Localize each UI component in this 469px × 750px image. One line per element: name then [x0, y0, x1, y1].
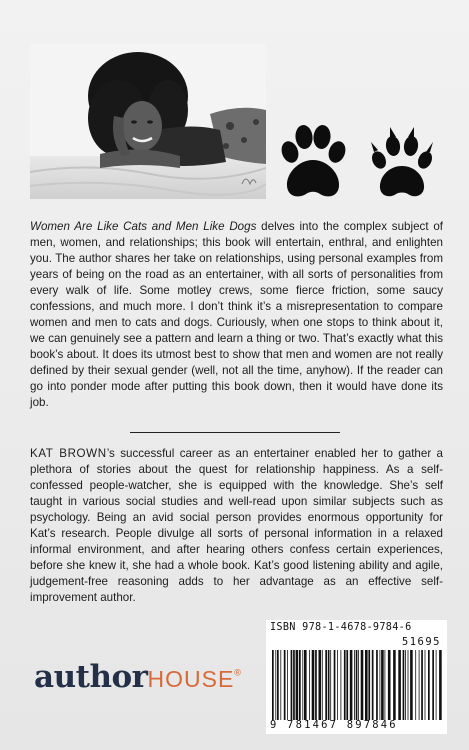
ean-number: 9 781467 897846: [270, 719, 398, 731]
author-bio-text: ’s successful career as an entertainer enabled her to gather a plethora of stories about the quest for relationship happiness. As a self-confessed people-watcher, she is equipped with the knowledge. She’s self taught in various social studies and well-read upon similar subjects such as psychology. Being an avid social person provides enormous opportunity for Kat’s research. People divulge all sorts of personal information in a relaxed informal environment, and after hearing others confess certain experiences, before she knew it, she had a whole book. Kat’s good listening ability and agile, judgement-free reasoning adds to her advantage as an effective self-improvement author.: [30, 447, 443, 604]
barcode-bar: [421, 650, 423, 720]
barcode-bar: [393, 650, 396, 720]
barcode-bars: [270, 650, 444, 720]
barcode-bar: [415, 650, 416, 720]
barcode-bar: [432, 650, 434, 720]
barcode-bar: [388, 650, 391, 720]
barcode-bar: [428, 650, 430, 720]
barcode-bar: [344, 650, 346, 720]
barcode-bar: [368, 650, 370, 720]
author-photo-illustration: [30, 44, 266, 199]
barcode-bar: [334, 650, 336, 720]
barcode-bar: [385, 650, 386, 720]
cat-paw-icon: [276, 124, 350, 202]
barcode-bar: [403, 650, 405, 720]
barcode-bar: [380, 650, 381, 720]
author-bio: [30, 446, 443, 606]
barcode-bar: [350, 650, 353, 720]
barcode-bar: [315, 650, 317, 720]
barcode-bar: [330, 650, 331, 720]
barcode-bar: [408, 650, 409, 720]
isbn-text: ISBN 978-1-4678-9784-6: [270, 622, 412, 633]
barcode-bar: [419, 650, 420, 720]
barcode-bar: [275, 650, 276, 720]
barcode-bar: [372, 650, 374, 720]
barcode-bar: [405, 650, 406, 720]
barcode-bar: [291, 650, 293, 720]
barcode-bar: [325, 650, 327, 720]
barcode-bar: [277, 650, 279, 720]
barcode-bar: [341, 650, 342, 720]
publisher-logo: authorHOUSE®: [34, 659, 241, 695]
author-photo: [30, 44, 266, 199]
barcode-bar: [322, 650, 323, 720]
barcode-bar: [299, 650, 301, 720]
barcode-bar: [356, 650, 358, 720]
barcode-bar: [287, 650, 288, 720]
barcode-bar: [381, 650, 384, 720]
barcode-bar: [309, 650, 310, 720]
barcode-bar: [365, 650, 368, 720]
barcode-bar: [337, 650, 338, 720]
barcode-bar: [410, 650, 413, 720]
author-name: KAT BROWN: [30, 447, 107, 460]
barcode-bar: [361, 650, 364, 720]
barcode-bar: [436, 650, 437, 720]
barcode-bar: [398, 650, 401, 720]
barcode-bar: [354, 650, 355, 720]
book-title: Women Are Like Cats and Men Like Dogs: [30, 220, 257, 233]
book-description: [30, 219, 443, 411]
barcode-bar: [312, 650, 315, 720]
barcode-bar: [293, 650, 295, 720]
barcode-bar: [272, 650, 274, 720]
barcode-bar: [280, 650, 281, 720]
barcode-bar: [296, 650, 299, 720]
barcode-bar: [439, 650, 442, 720]
dog-paw-icon: [368, 126, 436, 200]
book-description-text: delves into the complex subject of men, women, and relationships; this book will entertain, enthral, and enlighten you. The author shares her take on relationships, using personal examples from years of being on the road as an entertainer, with all sorts of personalities from every walk of life. Some motley crews, some fierce friction, some saucy confessions, and much more. I don’t think it’s a misrepresentation to compare women and men to cats and dogs. Curiously, when one stops to think about it, we can genuinely see a pattern and learn a thing or two. That’s exactly what this book’s about. It does its utmost best to show that men and women are not really defined by their sexual gender (well, not all the time, anyhow). If the reader can go into ponder mode after putting this book down, then it would have done its job.: [30, 220, 443, 409]
barcode-bar: [302, 650, 303, 720]
price-code: 51695: [401, 636, 441, 648]
barcode-bar: [358, 650, 359, 720]
barcode-bar: [425, 650, 426, 720]
barcode-bar: [376, 650, 378, 720]
isbn-barcode: [266, 620, 447, 734]
divider: [130, 432, 340, 433]
barcode-bar: [304, 650, 307, 720]
barcode-bar: [346, 650, 348, 720]
barcode-bar: [328, 650, 330, 720]
barcode-bar: [284, 650, 286, 720]
barcode-bar: [319, 650, 322, 720]
